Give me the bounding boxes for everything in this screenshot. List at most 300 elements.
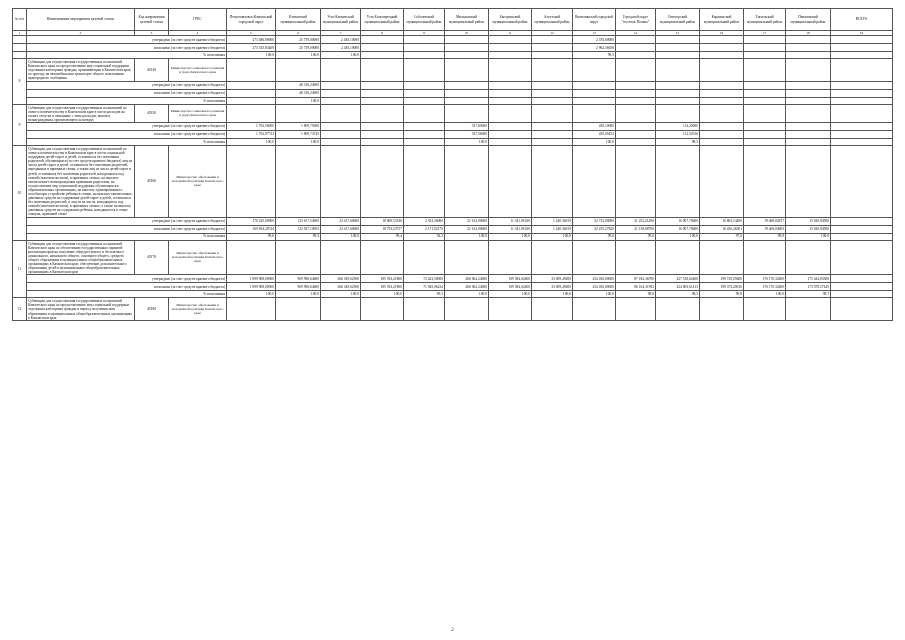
empty-cell (786, 145, 831, 217)
empty-cell (656, 59, 700, 81)
value-cell: 2 436,10000 (321, 44, 361, 52)
row-label: исполнено (за счет средств краевого бюджета) (27, 130, 227, 138)
row-label: утверждено (за счет средств краевого бюджета) (27, 217, 227, 225)
empty-cell (489, 298, 532, 320)
value-cell: 100,0 (227, 52, 276, 59)
empty-cell (831, 104, 893, 122)
value-cell (831, 291, 893, 298)
value-cell: 18 753,23757 (361, 225, 404, 233)
value-cell: 98,8 (616, 291, 656, 298)
empty-cell (276, 240, 321, 275)
value-cell (786, 52, 831, 59)
value-cell: 254 456,00000 (573, 275, 616, 283)
column-header: № п/п (13, 9, 27, 31)
value-cell (404, 52, 445, 59)
value-cell: 99,8 (700, 291, 744, 298)
row-label: исполнено (за счет средств краевого бюджета) (27, 283, 227, 291)
index-cell (13, 52, 27, 59)
column-header: Пенжинский муниципальный район (786, 9, 831, 31)
value-cell: 2 962,36650 (573, 44, 616, 52)
value-cell (700, 81, 744, 89)
column-header: Городской округ "поселок Палана" (616, 9, 656, 31)
empty-cell (445, 298, 489, 320)
value-cell: 254 456,00000 (573, 283, 616, 291)
value-cell: 100,0 (361, 291, 404, 298)
table-row (13, 122, 893, 130)
empty-cell (404, 298, 445, 320)
column-header: Мильковский муниципальный район (445, 9, 489, 31)
index-cell (13, 44, 27, 52)
value-cell: 21 613,00000 (445, 217, 489, 225)
empty-cell (744, 59, 786, 81)
empty-cell (532, 145, 573, 217)
value-cell (786, 36, 831, 44)
value-cell: 100,0 (532, 291, 573, 298)
value-cell (404, 97, 445, 104)
table-row (13, 283, 893, 291)
column-number: 9 (404, 31, 445, 36)
column-header: Карагинский муниципальный район (700, 9, 744, 31)
value-cell (361, 122, 404, 130)
table-row (13, 36, 893, 44)
group-index: 8 (13, 59, 27, 104)
column-number: 16 (700, 31, 744, 36)
value-cell: 100,0 (744, 291, 786, 298)
value-cell (404, 122, 445, 130)
value-cell: 21 252,21200 (616, 217, 656, 225)
value-cell: 100,0 (489, 291, 532, 298)
empty-cell (616, 240, 656, 275)
empty-cell (656, 145, 700, 217)
value-cell (700, 89, 744, 97)
column-header: Елизовский муниципальный район (276, 9, 321, 31)
value-cell: 109 384,02400 (489, 275, 532, 283)
column-number: 4 (169, 31, 227, 36)
column-header: Код направления целевой статьи (135, 9, 169, 31)
value-cell (700, 130, 744, 138)
value-cell: 99,4 (361, 233, 404, 240)
budget-table (12, 8, 893, 321)
empty-cell (616, 104, 656, 122)
value-cell (445, 89, 489, 97)
page-number: 2 (451, 628, 454, 633)
group-description-row (13, 104, 893, 122)
value-cell (321, 122, 361, 130)
group-description-row (13, 240, 893, 275)
group-grbs: Министерство социального развития и труда Камчатского края (169, 104, 227, 122)
value-cell: 1 809,74745 (276, 130, 321, 138)
value-cell (744, 97, 786, 104)
empty-cell (489, 240, 532, 275)
empty-cell (276, 298, 321, 320)
value-cell: 19 406,04003 (744, 225, 786, 233)
empty-cell (573, 240, 616, 275)
value-cell (786, 81, 831, 89)
column-number: 5 (227, 31, 276, 36)
table-row (13, 138, 893, 145)
value-cell (831, 52, 893, 59)
row-label: % исполнения (27, 97, 227, 104)
group-description: Субвенции для осуществления государственных полномочий по опеке и попечительству в Камчатском крае в части социальной поддержки детей-сирот и детей, оставшихся без попечения родителей, обучающихся (за счет средств краевого бюджета) лиц из числа детей-сирот и детей, оставшихся без попечения родителей, переданных в приемные семьи, а также лиц из числа детей-сирот и детей, оставшихся без попечения родителей, находящихся под опекой (попечительством), в приемных семьях, на выплату ежемесячного вознаграждения приемным родителям, на осуществление мер социальной поддержки обучающихся в образовательных организациях, на выплату единовременного пособия при устройстве ребенка в семью, на выплату ежемесячных денежных средств на содержание детей-сирот и детей, оставшихся без попечения родителей, и лиц из их числа, находящихся под опекой (попечительством), в приемных семьях, а также на выплату денежных средств на содержание ребенка, находящегося в семье опекуна, приемной семье (27, 145, 135, 217)
value-cell (532, 130, 573, 138)
group-index: 10 (13, 145, 27, 240)
value-cell: 16 863,14400 (700, 217, 744, 225)
column-number: 1 (13, 31, 27, 36)
group-index: 9 (13, 104, 27, 145)
value-cell: 71 945,06234 (404, 283, 445, 291)
empty-cell (573, 104, 616, 122)
value-cell (532, 97, 573, 104)
empty-cell (445, 240, 489, 275)
value-cell (445, 36, 489, 44)
row-label: утверждено (за счет средств краевого бюджета) (27, 122, 227, 130)
empty-cell (573, 59, 616, 81)
value-cell (744, 89, 786, 97)
empty-cell (489, 104, 532, 122)
empty-cell (532, 104, 573, 122)
value-cell (361, 52, 404, 59)
group-index: 12 (13, 298, 27, 320)
value-cell: 100,0 (445, 291, 489, 298)
value-cell (445, 97, 489, 104)
value-cell (532, 36, 573, 44)
value-cell: 176 170,32600 (744, 275, 786, 283)
budget-execution-table-sheet (12, 8, 892, 321)
value-cell: 450,10000 (573, 122, 616, 130)
column-number: 14 (616, 31, 656, 36)
value-cell: 169 694,28744 (227, 225, 276, 233)
empty-cell (656, 240, 700, 275)
empty-cell (744, 145, 786, 217)
value-cell: 72 423,50000 (404, 275, 445, 283)
column-header: Соболевский муниципальный район (404, 9, 445, 31)
empty-cell (831, 59, 893, 81)
column-number: 11 (489, 31, 532, 36)
empty-cell (744, 240, 786, 275)
value-cell (656, 52, 700, 59)
value-cell (616, 122, 656, 130)
empty-cell (573, 145, 616, 217)
value-cell (532, 52, 573, 59)
value-cell (227, 97, 276, 104)
empty-cell (404, 145, 445, 217)
value-cell: 99,3 (276, 233, 321, 240)
column-header: Быстринский муниципальный район (489, 9, 532, 31)
value-cell: 266 349,62500 (321, 275, 361, 283)
group-grbs: Министерство социального развития и труда Камчатского края (169, 59, 227, 81)
index-cell (13, 36, 27, 44)
value-cell (616, 97, 656, 104)
value-cell: 23 417,60000 (321, 217, 361, 225)
value-cell: 99,6 (227, 233, 276, 240)
empty-cell (831, 240, 893, 275)
value-cell: 266 349,62500 (321, 283, 361, 291)
row-label: исполнено (за счет средств краевого бюджета) (27, 44, 227, 52)
value-cell: 100,0 (321, 233, 361, 240)
value-cell: 11 341,91020 (489, 225, 532, 233)
empty-cell (361, 104, 404, 122)
empty-cell (321, 145, 361, 217)
group-grbs: Министерство образования и молодежной политики Камчатского края (169, 145, 227, 217)
empty-cell (831, 298, 893, 320)
value-cell: 98,5 (656, 138, 700, 145)
table-row (13, 291, 893, 298)
value-cell: 100,0 (276, 97, 321, 104)
value-cell (489, 44, 532, 52)
value-cell: 21 613,00000 (445, 225, 489, 233)
empty-cell (489, 59, 532, 81)
column-number: 7 (321, 31, 361, 36)
value-cell: 185 394,21800 (361, 275, 404, 283)
value-cell (361, 36, 404, 44)
value-cell: 112,52916 (656, 130, 700, 138)
group-description: Субвенции для осуществления государственных полномочий по опеке и попечительству в Камчатском крае в части расходов на оплату отпуска и связанных с этим расходов, выплату вознаграждения, причитающегося опекуну (27, 104, 135, 122)
value-cell (616, 130, 656, 138)
value-cell (361, 89, 404, 97)
value-cell (616, 89, 656, 97)
value-cell: 100,0 (786, 233, 831, 240)
value-cell: 176 170,32600 (744, 283, 786, 291)
table-row (13, 81, 893, 89)
value-cell (700, 122, 744, 130)
column-number: 2 (27, 31, 135, 36)
empty-cell (227, 240, 276, 275)
value-cell (361, 138, 404, 145)
value-cell (786, 44, 831, 52)
row-label: исполнено (за счет средств краевого бюджета) (27, 225, 227, 233)
table-row (13, 225, 893, 233)
empty-cell (321, 298, 361, 320)
value-cell: 11 341,91020 (489, 217, 532, 225)
column-number: 15 (656, 31, 700, 36)
value-cell (573, 97, 616, 104)
value-cell (831, 130, 893, 138)
table-row (13, 275, 893, 283)
value-cell: 98,5 (656, 291, 700, 298)
value-cell: 21 158,88700 (616, 225, 656, 233)
value-cell (489, 52, 532, 59)
row-label: % исполнения (27, 291, 227, 298)
column-number: 13 (573, 31, 616, 36)
empty-cell (656, 298, 700, 320)
empty-cell (573, 298, 616, 320)
table-row (13, 97, 893, 104)
empty-cell (276, 59, 321, 81)
value-cell (532, 138, 573, 145)
value-cell (744, 122, 786, 130)
empty-cell (227, 145, 276, 217)
empty-cell (404, 59, 445, 81)
empty-cell (700, 298, 744, 320)
value-cell: 450,09254 (573, 130, 616, 138)
value-cell: 100,0 (445, 233, 489, 240)
empty-cell (227, 104, 276, 122)
value-cell: 969 996,64600 (276, 275, 321, 283)
value-cell (489, 81, 532, 89)
value-cell (445, 44, 489, 52)
value-cell: 99,8 (744, 233, 786, 240)
value-cell (573, 81, 616, 89)
value-cell: 199 373,20016 (700, 283, 744, 291)
empty-cell (445, 104, 489, 122)
value-cell (573, 89, 616, 97)
value-cell: 100,0 (276, 291, 321, 298)
empty-cell (321, 59, 361, 81)
row-label: % исполнения (27, 138, 227, 145)
empty-cell (744, 298, 786, 320)
value-cell (831, 97, 893, 104)
value-cell (404, 81, 445, 89)
header-row (13, 9, 893, 31)
column-header: Усть-Большерецкий муниципальный район (361, 9, 404, 31)
value-cell (744, 36, 786, 44)
group-description-row (13, 298, 893, 320)
value-cell: 100,0 (489, 233, 532, 240)
row-label: утверждено (за счет средств краевого бюджета) (27, 36, 227, 44)
empty-cell (786, 104, 831, 122)
empty-cell (276, 104, 321, 122)
value-cell: 227 518,62400 (656, 275, 700, 283)
value-cell (831, 89, 893, 97)
empty-cell (786, 240, 831, 275)
value-cell (744, 52, 786, 59)
value-cell (831, 275, 893, 283)
value-cell: 16 456,26301 (700, 225, 744, 233)
value-cell: 2 376,60000 (573, 36, 616, 44)
value-cell: 23 417,60000 (321, 225, 361, 233)
group-code: 40160 (135, 145, 169, 217)
value-cell: 109 384,02400 (489, 283, 532, 291)
value-cell (227, 81, 276, 89)
value-cell (831, 283, 893, 291)
column-header: Тигильский муниципальный район (744, 9, 786, 31)
value-cell: 99,3 (404, 291, 445, 298)
value-cell (744, 44, 786, 52)
empty-cell (616, 298, 656, 320)
column-header: ВСЕГО (831, 9, 893, 31)
table-row (13, 52, 893, 59)
value-cell (404, 44, 445, 52)
value-cell (831, 44, 893, 52)
value-cell (361, 81, 404, 89)
value-cell: 1 240,36019 (532, 225, 573, 233)
value-cell: 48 316,24000 (276, 81, 321, 89)
value-cell (445, 81, 489, 89)
value-cell (616, 44, 656, 52)
value-cell (227, 89, 276, 97)
value-cell: 170 245,00000 (227, 217, 276, 225)
empty-cell (404, 104, 445, 122)
value-cell (656, 89, 700, 97)
empty-cell (361, 240, 404, 275)
value-cell (786, 130, 831, 138)
empty-cell (404, 240, 445, 275)
value-cell (831, 225, 893, 233)
value-cell: 2 354,36000 (404, 217, 445, 225)
column-header: Петропавловск-Камчатский городской округ (227, 9, 276, 31)
value-cell (532, 122, 573, 130)
value-cell (831, 36, 893, 44)
table-row (13, 44, 893, 52)
value-cell: 175 444,83300 (786, 275, 831, 283)
empty-cell (361, 145, 404, 217)
value-cell (744, 130, 786, 138)
group-description-row (13, 145, 893, 217)
table-row (13, 89, 893, 97)
value-cell (656, 81, 700, 89)
value-cell (321, 81, 361, 89)
value-cell: 199 729,05600 (700, 275, 744, 283)
value-cell: 100,0 (276, 52, 321, 59)
column-number: 3 (135, 31, 169, 36)
row-label: % исполнения (27, 233, 227, 240)
value-cell (616, 52, 656, 59)
column-number: 19 (831, 31, 893, 36)
empty-cell (321, 240, 361, 275)
value-cell (831, 81, 893, 89)
value-cell: 1 762,97722 (227, 130, 276, 138)
value-cell (404, 130, 445, 138)
value-cell (489, 89, 532, 97)
value-cell (700, 52, 744, 59)
column-header: Олюторский муниципальный район (656, 9, 700, 31)
value-cell: 100,0 (445, 138, 489, 145)
value-cell (489, 97, 532, 104)
value-cell: 33 009,49200 (532, 283, 573, 291)
value-cell: 273 486,80000 (227, 36, 276, 44)
value-cell: 16 007,79600 (656, 225, 700, 233)
table-body (13, 36, 893, 321)
group-grbs: Министерство образования и молодежной политики Камчатского края (169, 240, 227, 275)
group-code: 40180 (135, 298, 169, 320)
value-cell (656, 36, 700, 44)
value-cell (831, 217, 893, 225)
group-grbs: Министерство образования и молодежной политики Камчатского края (169, 298, 227, 320)
value-cell: 114,20000 (656, 122, 700, 130)
empty-cell (700, 145, 744, 217)
table-row (13, 130, 893, 138)
group-code: 40140 (135, 59, 169, 81)
value-cell (404, 89, 445, 97)
value-cell: 25 759,00000 (276, 36, 321, 44)
group-description-row (13, 59, 893, 81)
empty-cell (361, 298, 404, 320)
value-cell (489, 138, 532, 145)
empty-cell (489, 145, 532, 217)
value-cell: 100,0 (227, 291, 276, 298)
value-cell: 16 007,79600 (656, 217, 700, 225)
empty-cell (276, 145, 321, 217)
value-cell (489, 130, 532, 138)
value-cell: 122 927,10953 (276, 225, 321, 233)
group-index: 11 (13, 240, 27, 298)
value-cell: 87 182,36700 (616, 275, 656, 283)
value-cell: 19 468,02817 (744, 217, 786, 225)
empty-cell (744, 104, 786, 122)
empty-cell (700, 104, 744, 122)
value-cell: 224 003,61413 (656, 283, 700, 291)
value-cell (744, 138, 786, 145)
value-cell (786, 138, 831, 145)
empty-cell (445, 59, 489, 81)
value-cell: 15 020,84500 (786, 217, 831, 225)
value-cell: 52 235,27820 (573, 225, 616, 233)
column-header: Усть-Камчатский муниципальный район (321, 9, 361, 31)
value-cell: 33 009,49200 (532, 275, 573, 283)
value-cell (831, 233, 893, 240)
empty-cell (321, 104, 361, 122)
value-cell: 18 869,53146 (361, 217, 404, 225)
